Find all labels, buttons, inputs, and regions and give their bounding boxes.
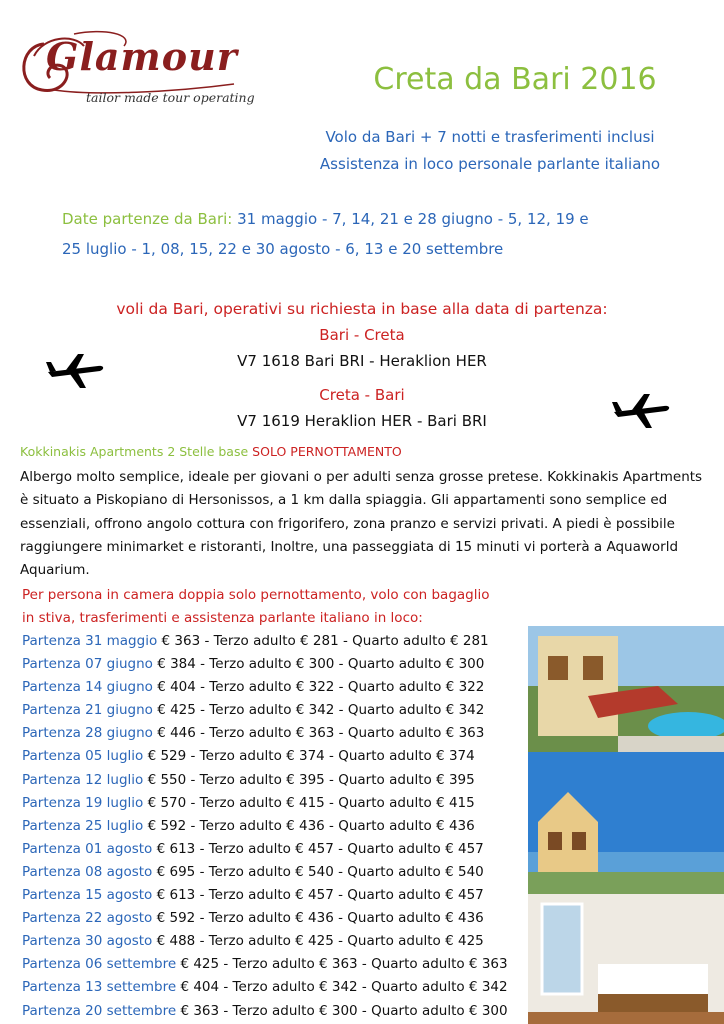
outbound-flight: V7 1618 Bari BRI - Heraklion HER: [237, 352, 487, 370]
price-row: Partenza 12 luglio € 550 - Terzo adulto € 395 - Quarto adulto € 395: [22, 771, 475, 788]
price-row: Partenza 28 giugno € 446 - Terzo adulto € 363 - Quarto adulto € 363: [22, 725, 485, 742]
price-row: Partenza 14 giugno € 404 - Terzo adulto € 322 - Quarto adulto € 322: [22, 679, 485, 696]
dates-line-1: 31 maggio - 7, 14, 21 e 28 giugno - 5, 12, 19 e: [237, 210, 589, 228]
hotel-pool-photo: [528, 626, 724, 752]
hotel-name-line: [20, 444, 402, 459]
price-row: Partenza 15 agosto € 613 - Terzo adulto € 457 - Quarto adulto € 457: [22, 887, 484, 904]
return-route: Creta - Bari: [319, 386, 405, 404]
price-table: [22, 630, 527, 1023]
price-row: Partenza 13 settembre € 404 - Terzo adulto € 342 - Quarto adulto € 342: [22, 979, 508, 996]
price-row: Partenza 08 agosto € 695 - Terzo adulto € 540 - Quarto adulto € 540: [22, 863, 484, 880]
price-row: Partenza 19 luglio € 570 - Terzo adulto € 415 - Quarto adulto € 415: [22, 794, 475, 811]
price-row: Partenza 21 giugno € 425 - Terzo adulto € 342 - Quarto adulto € 342: [22, 702, 485, 719]
subtitle-line-2: Assistenza in loco personale parlante italiano: [319, 155, 661, 173]
price-row: Partenza 01 agosto € 613 - Terzo adulto € 457 - Quarto adulto € 457: [22, 840, 484, 857]
price-row: Partenza 22 agosto € 592 - Terzo adulto € 436 - Quarto adulto € 436: [22, 910, 484, 927]
pricing-intro-line-1: Per persona in camera doppia solo pernottamento, volo con bagaglio: [22, 587, 490, 603]
dates-line-2: 25 luglio - 1, 08, 15, 22 e 30 agosto - 6, 13 e 20 settembre: [62, 240, 504, 258]
price-row: Partenza 30 agosto € 488 - Terzo adulto € 425 - Quarto adulto € 425: [22, 933, 484, 950]
price-row: Partenza 05 luglio € 529 - Terzo adulto € 374 - Quarto adulto € 374: [22, 748, 475, 765]
flights-header: voli da Bari, operativi su richiesta in base alla data di partenza:: [116, 300, 608, 318]
price-row: Partenza 25 luglio € 592 - Terzo adulto € 436 - Quarto adulto € 436: [22, 817, 475, 834]
airplane-icon: [44, 350, 106, 390]
hotel-room-photo: [528, 894, 724, 1024]
price-row: Partenza 06 settembre € 425 - Terzo adulto € 363 - Quarto adulto € 363: [22, 956, 508, 973]
hotel-name: Kokkinakis Apartments 2 Stelle base: [20, 444, 249, 459]
pricing-intro: [22, 584, 522, 630]
page-title: Creta da Bari 2016: [373, 62, 657, 97]
hotel-description: Albergo molto semplice, ideale per giovani o per adulti senza grosse pretese. Kokkinakis Apartments è situato a Piskopiano di Hersonissos, a 1 km dalla spiaggia. Gli appartamenti sono semplice ed essenziali, offrono angolo cottura con frigorifero, zona pranzo e servizi privati. A piedi è possibile raggiungere minimarket e ristoranti, Inoltre, una passeggiata di 15 minuti vi porterà a Aquaworld Aquarium.: [20, 469, 703, 579]
pricing-intro-line-2: in stiva, trasferimenti e assistenza parlante italiano in loco:: [22, 610, 423, 626]
price-row: Partenza 07 giugno € 384 - Terzo adulto € 300 - Quarto adulto € 300: [22, 656, 485, 673]
logo-text: Glamour: [46, 34, 238, 79]
airplane-icon: [610, 390, 672, 430]
dates-label: Date partenze da Bari:: [62, 210, 233, 228]
return-flight: V7 1619 Heraklion HER - Bari BRI: [237, 412, 487, 430]
outbound-route: Bari - Creta: [319, 326, 405, 344]
subtitle-line-1: Volo da Bari + 7 notti e trasferimenti inclusi: [325, 128, 655, 146]
logo-tagline: tailor made tour operating: [86, 90, 255, 105]
hotel-building-photo: [528, 752, 724, 894]
price-row: Partenza 31 maggio € 363 - Terzo adulto € 281 - Quarto adulto € 281: [22, 633, 489, 649]
departure-dates: [62, 204, 662, 264]
price-row: Partenza 20 settembre € 363 - Terzo adulto € 300 - Quarto adulto € 300: [22, 1002, 508, 1019]
hotel-board: SOLO PERNOTTAMENTO: [252, 444, 402, 459]
